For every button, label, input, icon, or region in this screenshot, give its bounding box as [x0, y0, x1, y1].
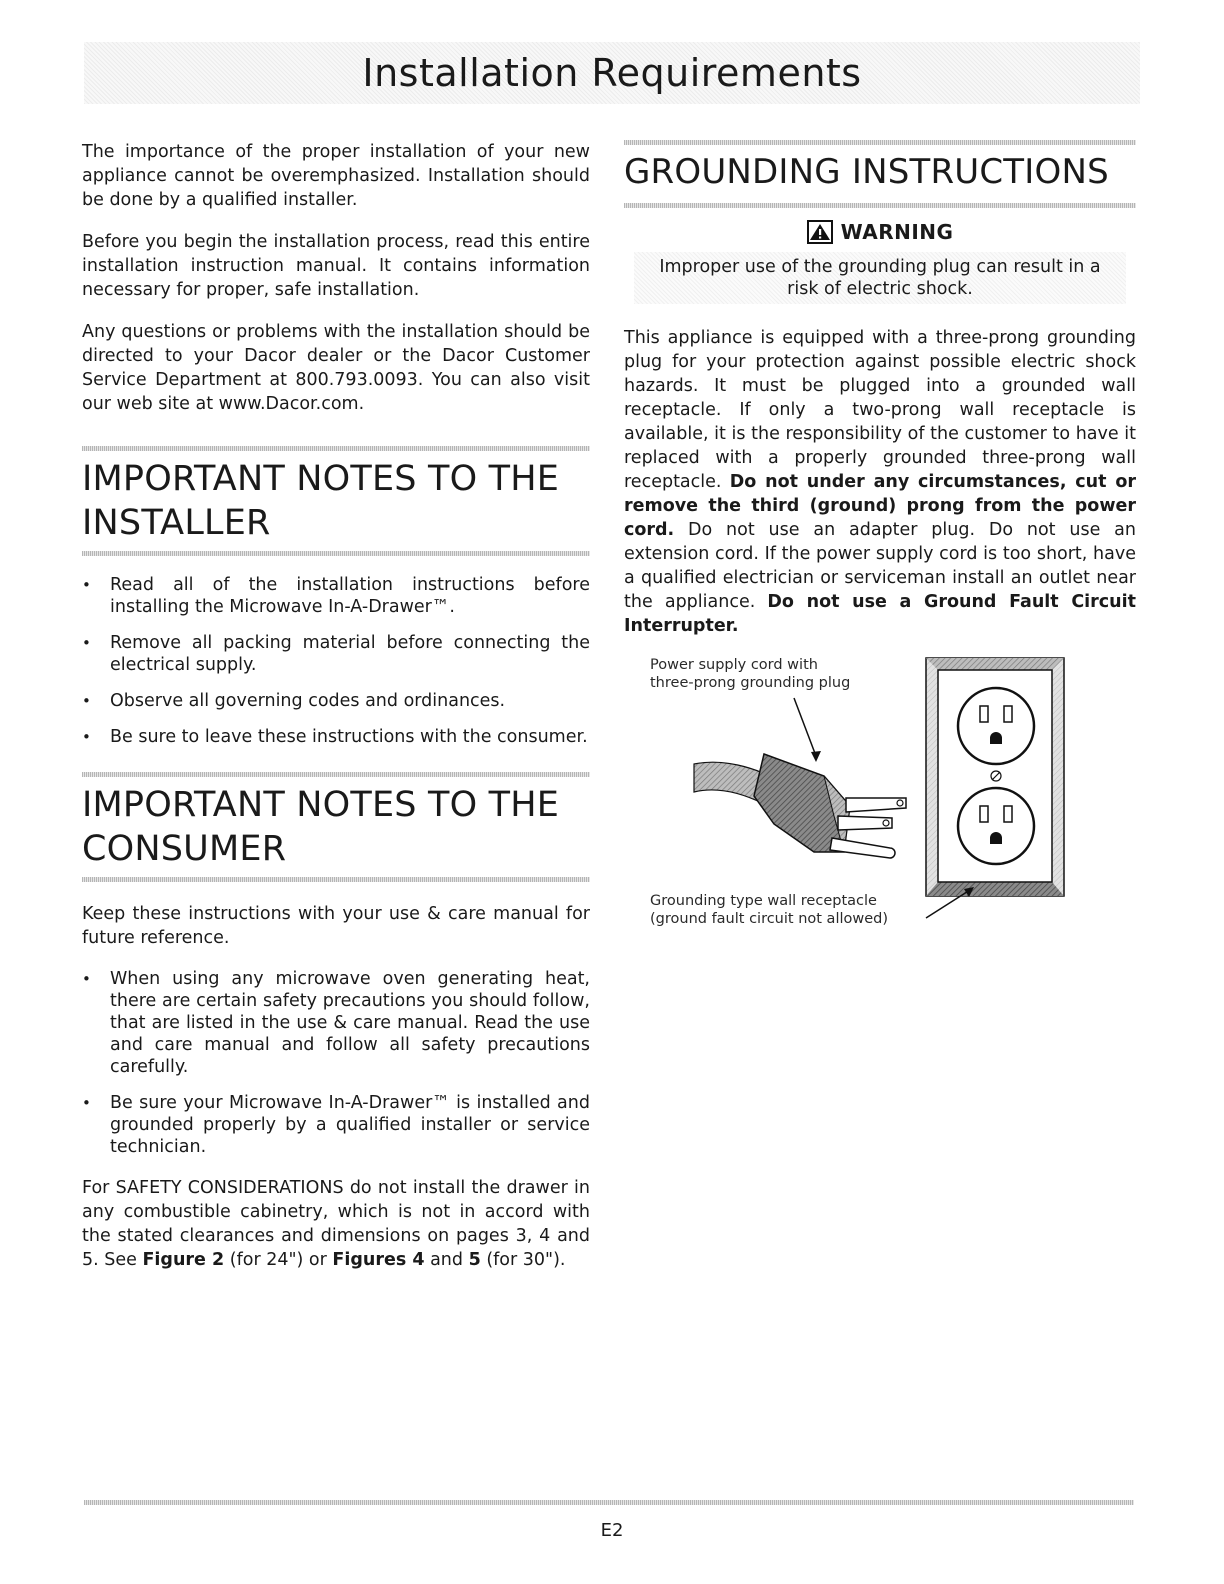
- title-banner: [84, 42, 1140, 104]
- intro-paragraph-2: Before you begin the installation process, read this entire installation instruction manual. It contains information necessary for proper, safe installation.: [82, 232, 590, 300]
- cord-caption-line1: Power supply cord with: [650, 657, 818, 673]
- grounding-figure: [624, 656, 1136, 966]
- receptacle-caption-line2: (ground fault circuit not allowed): [650, 911, 889, 927]
- installer-heading-line1: IMPORTANT NOTES TO THE: [82, 459, 560, 499]
- safety-paragraph: [82, 1176, 590, 1272]
- list-item: • Read all of the installation instructions before installing the Microwave In-A-Drawer™.: [82, 574, 590, 618]
- safety-text-1: For SAFETY CONSIDERATIONS do not install the drawer in any combustible cabinetry, which is not in accord with the stated clearances and dimensions on pages 3, 4 and 5. See: [82, 1178, 590, 1270]
- safety-text-2: (for 24") or: [224, 1250, 333, 1270]
- consumer-heading-line1: IMPORTANT NOTES TO THE: [82, 785, 560, 825]
- warning-triangle-icon: [807, 220, 833, 244]
- right-column: [624, 140, 1136, 966]
- page-number: E2: [600, 1520, 624, 1541]
- figure-4-ref: Figures 4: [332, 1250, 425, 1270]
- cord-caption-line2: three-prong grounding plug: [650, 675, 851, 691]
- warning-text: Improper use of the grounding plug can result in a risk of electric shock.: [634, 252, 1126, 304]
- consumer-heading-line2: CONSUMER: [82, 829, 287, 869]
- consumer-bullet-list: [82, 968, 590, 1158]
- receptacle-caption: [650, 892, 888, 928]
- figure-5-ref: 5: [468, 1250, 481, 1270]
- installer-heading: [82, 451, 590, 551]
- installer-heading-line2: INSTALLER: [82, 503, 271, 543]
- list-item: • Observe all governing codes and ordinances.: [82, 690, 590, 712]
- section-rule: [82, 551, 590, 556]
- safety-text-3: and: [424, 1250, 469, 1270]
- list-item: • Be sure to leave these instructions with the consumer.: [82, 726, 590, 748]
- receptacle-caption-line1: Grounding type wall receptacle: [650, 893, 877, 909]
- installer-section-heading: [82, 446, 590, 556]
- warning-title: WARNING: [840, 220, 954, 244]
- grounding-text-2: Do not use an adapter plug. Do not use an extension cord. If the power supply cord is too short, have a qualified electrician or serviceman install an outlet near the appliance.: [624, 520, 1136, 612]
- consumer-section-heading: [82, 772, 590, 882]
- grounding-text-1: This appliance is equipped with a three-prong grounding plug for your protection against possible electric shock hazards. It must be plugged into a grounded wall receptacle. If only a two-prong wall receptacle is available, it is the responsibility of the customer to have it replaced with a properly grounded three-prong wall receptacle.: [624, 328, 1136, 492]
- safety-text-4: (for 30").: [480, 1250, 566, 1270]
- consumer-intro: Keep these instructions with your use & care manual for future reference.: [82, 904, 590, 948]
- consumer-heading: [82, 777, 590, 877]
- left-column: [82, 140, 590, 1272]
- grounding-bold-1: Do not under any circumstances, cut or remove the third (ground) prong from the power cord.: [624, 472, 1136, 540]
- figure-2-ref: Figure 2: [142, 1250, 225, 1270]
- list-item: • Be sure your Microwave In-A-Drawer™ is installed and grounded properly by a qualified installer or service technician.: [82, 1092, 590, 1158]
- grounding-heading: GROUNDING INSTRUCTIONS: [624, 152, 1109, 192]
- page-title: Installation Requirements: [362, 51, 862, 95]
- grounding-bold-2: Do not use a Ground Fault Circuit Interrupter.: [624, 592, 1136, 636]
- list-item: • When using any microwave oven generating heat, there are certain safety precautions you should follow, that are listed in the use & care manual. Read the use and care manual and follow all safety precautions carefully.: [82, 968, 590, 1078]
- warning-box: [624, 220, 1136, 304]
- section-rule: [82, 877, 590, 882]
- list-item: • Remove all packing material before connecting the electrical supply.: [82, 632, 590, 676]
- grounding-body: [624, 326, 1136, 638]
- footer-rule: [84, 1500, 1134, 1505]
- warning-title-row: [807, 220, 954, 244]
- intro-paragraph-3: Any questions or problems with the installation should be directed to your Dacor dealer or the Dacor Customer Service Department at 800.793.0093. You can also visit our web site at www.Dacor.com.: [82, 322, 590, 414]
- installer-bullet-list: [82, 574, 590, 748]
- cord-caption: [650, 656, 850, 692]
- section-rule: [624, 203, 1136, 208]
- intro-paragraph-1: The importance of the proper installation of your new appliance cannot be overemphasized. Installation should be done by a qualified installer.: [82, 142, 590, 210]
- grounding-section-heading: [624, 140, 1136, 208]
